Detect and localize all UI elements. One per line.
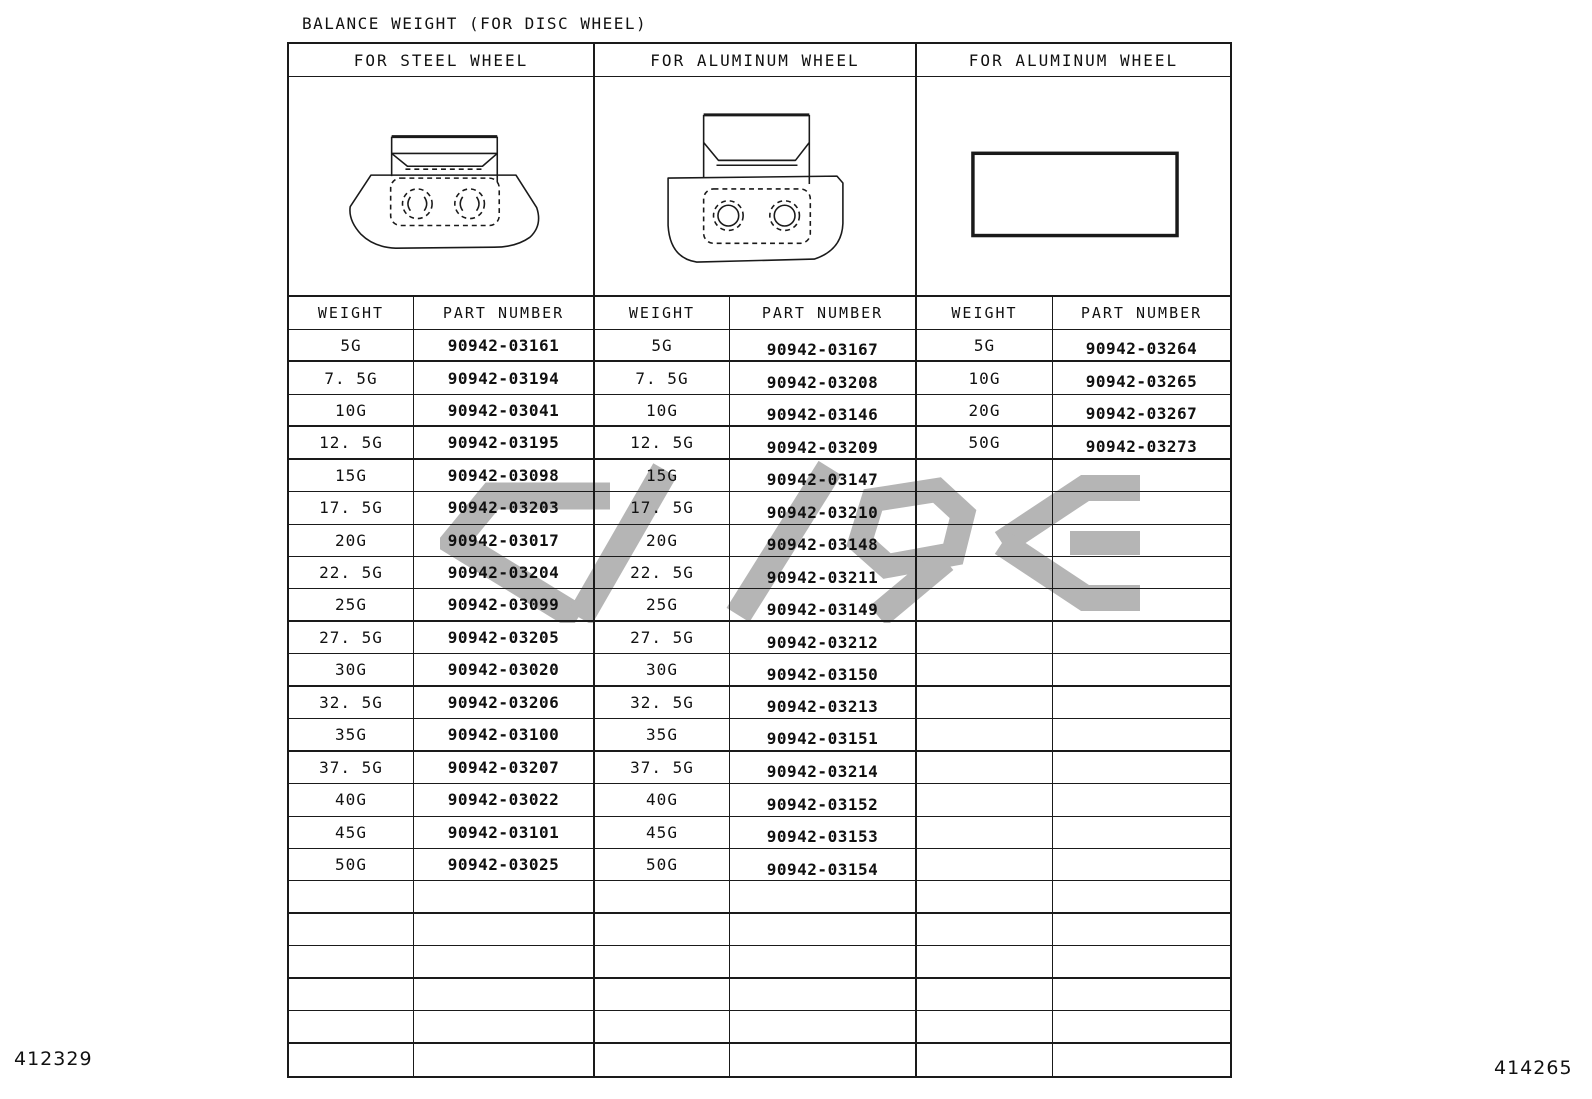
weight-cell: 32. 5G [289,687,414,719]
part-number-cell [414,1044,595,1076]
part-number-cell: 90942-03208 [730,362,917,394]
weight-cell [289,881,414,913]
part-number-cell: 90942-03150 [730,654,917,686]
weight-cell [917,784,1053,816]
weight-cell [289,914,414,946]
weight-cell [917,881,1053,913]
weight-cell [595,881,730,913]
part-number-cell [730,881,917,913]
part-number-cell: 90942-03207 [414,752,595,784]
weight-cell [917,525,1053,557]
weight-cell: 7. 5G [595,362,730,394]
weight-cell [917,622,1053,654]
part-number-cell: 90942-03206 [414,687,595,719]
part-number-cell [414,914,595,946]
weight-cell: 5G [595,330,730,362]
part-number-cell [1053,525,1230,557]
col-header-weight-aluminum-2: WEIGHT [917,297,1053,330]
part-number-cell: 90942-03149 [730,589,917,621]
page-code-bottom-left: 412329 [14,1048,93,1070]
part-number-cell [1053,752,1230,784]
part-number-cell: 90942-03212 [730,622,917,654]
weight-cell: 10G [289,395,414,427]
part-number-cell [414,1011,595,1043]
weight-cell: 27. 5G [289,622,414,654]
weight-cell: 10G [595,395,730,427]
part-number-cell [1053,687,1230,719]
part-number-cell: 90942-03152 [730,784,917,816]
section-header-steel: FOR STEEL WHEEL [289,44,595,77]
weight-cell: 17. 5G [595,492,730,524]
weight-cell: 5G [289,330,414,362]
weight-cell: 20G [917,395,1053,427]
weight-cell: 20G [289,525,414,557]
steel-weight-diagram-cell [289,77,595,297]
col-header-part-aluminum-1: PART NUMBER [730,297,917,330]
part-number-cell [730,1011,917,1043]
aluminum-weight-diagram-cell [595,77,917,297]
weight-cell: 50G [289,849,414,881]
part-number-cell: 90942-03020 [414,654,595,686]
part-number-cell [1053,1011,1230,1043]
stick-on-weight-diagram [918,77,1229,295]
part-number-cell: 90942-03099 [414,589,595,621]
part-number-cell [730,946,917,978]
weight-cell [917,460,1053,492]
weight-cell: 15G [289,460,414,492]
part-number-cell [1053,946,1230,978]
part-number-cell [1053,881,1230,913]
page-code-bottom-right: 414265 [1494,1057,1573,1079]
weight-cell: 37. 5G [289,752,414,784]
section-header-aluminum-1: FOR ALUMINUM WHEEL [595,44,917,77]
part-number-cell [1053,460,1230,492]
weight-cell [595,1044,730,1076]
weight-cell: 5G [917,330,1053,362]
weight-cell [289,1011,414,1043]
weight-cell [917,687,1053,719]
part-number-cell [1053,589,1230,621]
part-number-cell: 90942-03264 [1053,330,1230,362]
part-number-cell [1053,654,1230,686]
weight-cell: 45G [289,817,414,849]
weight-cell [917,557,1053,589]
weight-cell: 27. 5G [595,622,730,654]
weight-cell: 25G [289,589,414,621]
part-number-cell [1053,784,1230,816]
weight-cell: 30G [595,654,730,686]
part-number-cell [1053,719,1230,751]
weight-cell [917,752,1053,784]
part-number-cell: 90942-03025 [414,849,595,881]
part-number-cell: 90942-03203 [414,492,595,524]
weight-cell [917,817,1053,849]
weight-cell: 40G [289,784,414,816]
part-number-cell: 90942-03211 [730,557,917,589]
weight-cell [917,1011,1053,1043]
weight-cell: 50G [595,849,730,881]
weight-cell [595,1011,730,1043]
part-number-cell: 90942-03041 [414,395,595,427]
weight-cell [289,946,414,978]
part-number-cell: 90942-03154 [730,849,917,881]
part-number-cell: 90942-03195 [414,427,595,459]
weight-cell [595,914,730,946]
part-number-cell: 90942-03209 [730,427,917,459]
part-number-cell: 90942-03214 [730,752,917,784]
part-number-cell: 90942-03267 [1053,395,1230,427]
aluminum-clip-on-weight-diagram [595,77,915,295]
weight-cell: 30G [289,654,414,686]
part-number-cell: 90942-03205 [414,622,595,654]
part-number-cell: 90942-03148 [730,525,917,557]
part-number-cell: 90942-03167 [730,330,917,362]
weight-cell [917,979,1053,1011]
weight-cell: 50G [917,427,1053,459]
weight-cell: 20G [595,525,730,557]
weight-cell: 45G [595,817,730,849]
part-number-cell: 90942-03273 [1053,427,1230,459]
weight-cell: 17. 5G [289,492,414,524]
weight-cell [917,849,1053,881]
weight-cell [917,654,1053,686]
part-number-cell: 90942-03153 [730,817,917,849]
col-header-part-steel: PART NUMBER [414,297,595,330]
stick-on-weight-diagram-cell [917,77,1230,297]
weight-cell: 10G [917,362,1053,394]
col-header-part-aluminum-2: PART NUMBER [1053,297,1230,330]
part-number-cell: 90942-03210 [730,492,917,524]
weight-cell [917,914,1053,946]
part-number-cell [414,946,595,978]
part-number-cell [414,881,595,913]
weight-cell: 22. 5G [289,557,414,589]
part-number-cell: 90942-03204 [414,557,595,589]
part-number-cell: 90942-03017 [414,525,595,557]
part-number-cell [1053,979,1230,1011]
weight-cell: 7. 5G [289,362,414,394]
weight-cell: 15G [595,460,730,492]
col-header-weight-steel: WEIGHT [289,297,414,330]
weight-cell: 22. 5G [595,557,730,589]
weight-cell [595,979,730,1011]
part-number-cell [730,979,917,1011]
weight-cell: 32. 5G [595,687,730,719]
part-number-cell [1053,1044,1230,1076]
section-header-aluminum-2: FOR ALUMINUM WHEEL [917,44,1230,77]
weight-cell [917,1044,1053,1076]
weight-cell: 35G [289,719,414,751]
part-number-cell [730,914,917,946]
part-number-cell [1053,817,1230,849]
weight-cell [289,979,414,1011]
part-number-cell: 90942-03022 [414,784,595,816]
part-number-cell: 90942-03265 [1053,362,1230,394]
weight-cell [917,719,1053,751]
part-number-cell [730,1044,917,1076]
parts-table [287,42,1232,1078]
part-number-cell: 90942-03101 [414,817,595,849]
weight-cell: 35G [595,719,730,751]
part-number-cell [1053,622,1230,654]
part-number-cell: 90942-03146 [730,395,917,427]
part-number-cell [1053,914,1230,946]
weight-cell [289,1044,414,1076]
part-number-cell: 90942-03161 [414,330,595,362]
weight-cell: 40G [595,784,730,816]
weight-cell: 37. 5G [595,752,730,784]
page-title: BALANCE WEIGHT (FOR DISC WHEEL) [302,14,648,33]
weight-cell [917,492,1053,524]
weight-cell [595,946,730,978]
steel-clip-on-weight-diagram [289,77,593,295]
part-number-cell [414,979,595,1011]
part-number-cell: 90942-03147 [730,460,917,492]
weight-cell [917,946,1053,978]
part-number-cell: 90942-03213 [730,687,917,719]
col-header-weight-aluminum-1: WEIGHT [595,297,730,330]
part-number-cell: 90942-03151 [730,719,917,751]
part-number-cell [1053,849,1230,881]
part-number-cell [1053,492,1230,524]
part-number-cell: 90942-03100 [414,719,595,751]
part-number-cell: 90942-03098 [414,460,595,492]
weight-cell: 12. 5G [595,427,730,459]
part-number-cell: 90942-03194 [414,362,595,394]
weight-cell [917,589,1053,621]
part-number-cell [1053,557,1230,589]
weight-cell: 25G [595,589,730,621]
weight-cell: 12. 5G [289,427,414,459]
